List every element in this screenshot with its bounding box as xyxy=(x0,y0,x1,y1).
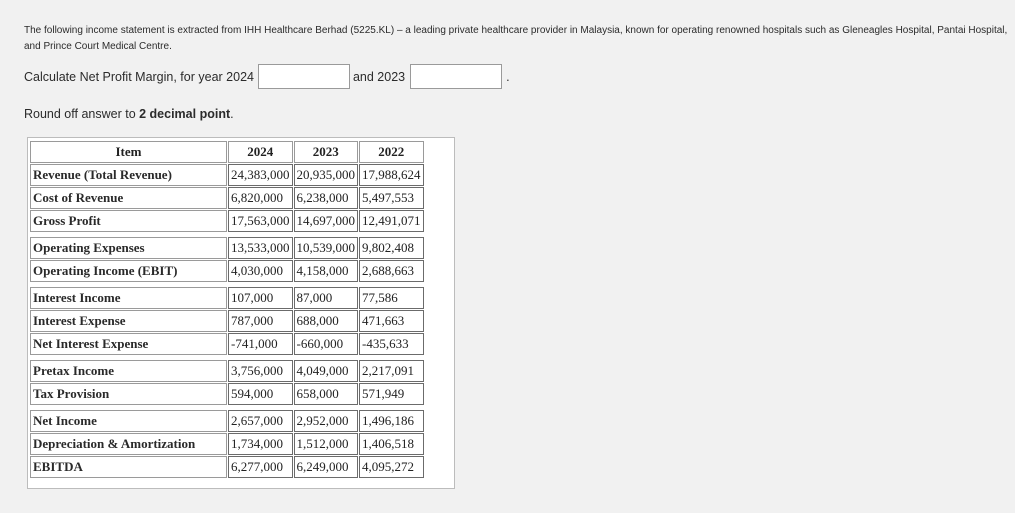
rounding-prefix: Round off answer to xyxy=(24,107,140,121)
row-label: Net Income xyxy=(30,410,227,432)
table-row xyxy=(30,164,424,186)
header-2024: 2024 xyxy=(228,141,293,163)
row-label: Cost of Revenue xyxy=(30,187,227,209)
header-2023: 2023 xyxy=(294,141,359,163)
question-intro: The following income statement is extracted from IHH Healthcare Berhad (5225.KL) – a leading private healthcare provider in Malaysia, known for operating renowned hospitals such as Gleneagles Hospital, Pantai Hospital, and Prince Court Medical Centre. xyxy=(24,25,1008,52)
question-suffix: . xyxy=(506,69,510,84)
table-row xyxy=(30,310,424,332)
table-row xyxy=(30,260,424,282)
row-gap xyxy=(30,406,424,409)
cell-2022: 17,988,624 xyxy=(359,164,424,186)
cell-2024: -741,000 xyxy=(228,333,293,355)
cell-2023: 20,935,000 xyxy=(294,164,359,186)
row-label: Depreciation & Amortization xyxy=(30,433,227,455)
row-label: Operating Income (EBIT) xyxy=(30,260,227,282)
table-row xyxy=(30,187,424,209)
cell-2024: 107,000 xyxy=(228,287,293,309)
table-row xyxy=(30,410,424,432)
header-item: Item xyxy=(30,141,227,163)
row-label: Revenue (Total Revenue) xyxy=(30,164,227,186)
table-row xyxy=(30,456,424,478)
cell-2023: 688,000 xyxy=(294,310,359,332)
table-row xyxy=(30,433,424,455)
cell-2022: 9,802,408 xyxy=(359,237,424,259)
cell-2022: -435,633 xyxy=(359,333,424,355)
cell-2022: 77,586 xyxy=(359,287,424,309)
row-label: Net Interest Expense xyxy=(30,333,227,355)
answer-input-2023[interactable] xyxy=(410,64,502,89)
row-label: Tax Provision xyxy=(30,383,227,405)
cell-2023: 4,158,000 xyxy=(294,260,359,282)
question-prefix: Calculate Net Profit Margin, for year 2024 xyxy=(24,69,254,84)
cell-2022: 2,688,663 xyxy=(359,260,424,282)
table-row xyxy=(30,360,424,382)
cell-2024: 787,000 xyxy=(228,310,293,332)
financial-table xyxy=(29,140,425,479)
table-row xyxy=(30,287,424,309)
answer-input-2024[interactable] xyxy=(258,64,350,89)
cell-2022: 2,217,091 xyxy=(359,360,424,382)
cell-2024: 6,277,000 xyxy=(228,456,293,478)
row-label: Interest Income xyxy=(30,287,227,309)
table-row xyxy=(30,333,424,355)
cell-2023: -660,000 xyxy=(294,333,359,355)
cell-2024: 4,030,000 xyxy=(228,260,293,282)
cell-2022: 12,491,071 xyxy=(359,210,424,232)
cell-2023: 6,249,000 xyxy=(294,456,359,478)
cell-2024: 2,657,000 xyxy=(228,410,293,432)
header-2022: 2022 xyxy=(359,141,424,163)
row-label: Gross Profit xyxy=(30,210,227,232)
rounding-instruction xyxy=(24,107,234,121)
income-statement-table xyxy=(27,137,455,489)
row-label: Operating Expenses xyxy=(30,237,227,259)
cell-2023: 6,238,000 xyxy=(294,187,359,209)
cell-2024: 6,820,000 xyxy=(228,187,293,209)
cell-2022: 571,949 xyxy=(359,383,424,405)
cell-2024: 1,734,000 xyxy=(228,433,293,455)
rounding-suffix: . xyxy=(230,107,234,121)
table-row xyxy=(30,383,424,405)
table-row xyxy=(30,210,424,232)
cell-2024: 24,383,000 xyxy=(228,164,293,186)
cell-2023: 14,697,000 xyxy=(294,210,359,232)
cell-2023: 1,512,000 xyxy=(294,433,359,455)
cell-2022: 1,406,518 xyxy=(359,433,424,455)
row-gap xyxy=(30,233,424,236)
cell-2023: 2,952,000 xyxy=(294,410,359,432)
table-row xyxy=(30,237,424,259)
cell-2022: 5,497,553 xyxy=(359,187,424,209)
question-row xyxy=(24,64,510,89)
row-label: Pretax Income xyxy=(30,360,227,382)
cell-2024: 3,756,000 xyxy=(228,360,293,382)
cell-2024: 594,000 xyxy=(228,383,293,405)
cell-2022: 4,095,272 xyxy=(359,456,424,478)
rounding-bold: 2 decimal point xyxy=(139,107,231,121)
row-label: Interest Expense xyxy=(30,310,227,332)
row-gap xyxy=(30,356,424,359)
cell-2022: 1,496,186 xyxy=(359,410,424,432)
cell-2024: 13,533,000 xyxy=(228,237,293,259)
cell-2022: 471,663 xyxy=(359,310,424,332)
cell-2024: 17,563,000 xyxy=(228,210,293,232)
cell-2023: 658,000 xyxy=(294,383,359,405)
row-gap xyxy=(30,283,424,286)
cell-2023: 10,539,000 xyxy=(294,237,359,259)
question-middle: and 2023 xyxy=(352,69,406,84)
cell-2023: 4,049,000 xyxy=(294,360,359,382)
table-header-row xyxy=(30,141,424,163)
cell-2023: 87,000 xyxy=(294,287,359,309)
row-label: EBITDA xyxy=(30,456,227,478)
